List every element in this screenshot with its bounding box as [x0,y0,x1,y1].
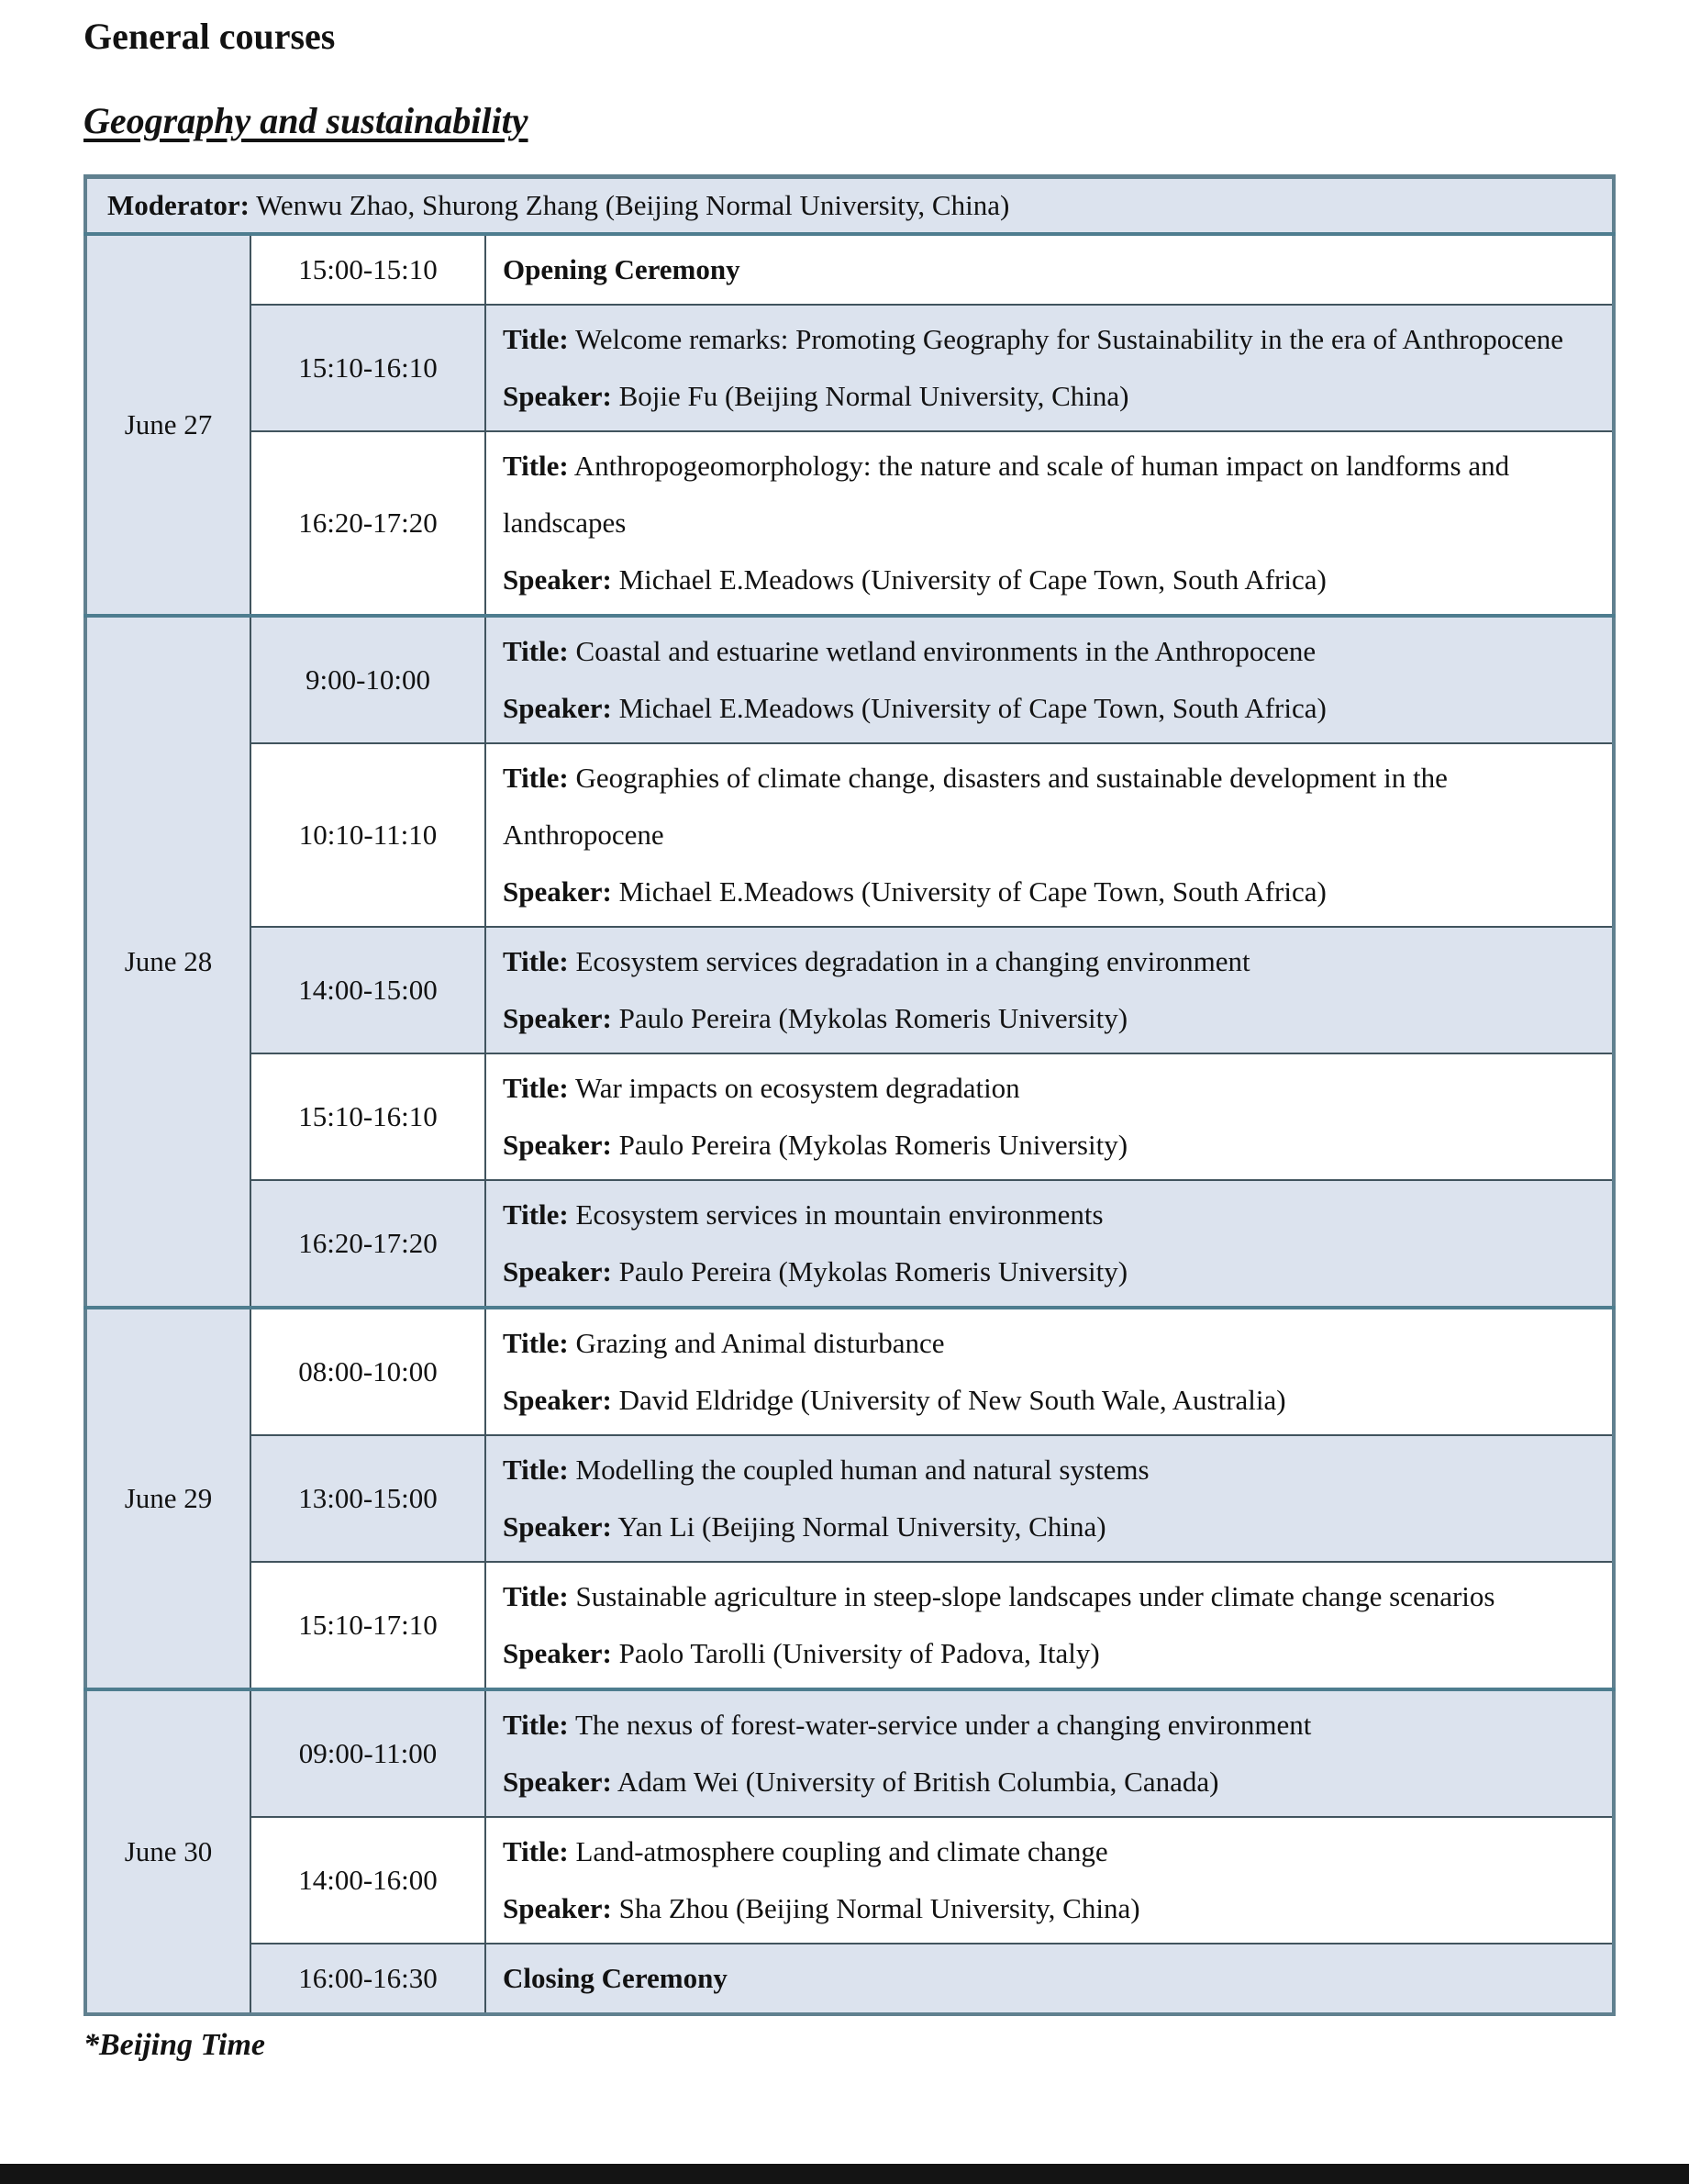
moderator-cell [85,177,1614,235]
speaker-label: Speaker: [503,1002,612,1034]
time-cell [250,1562,485,1689]
session-row [85,1053,1614,1180]
session-cell [485,1944,1614,2014]
bottom-page-edge [0,2164,1689,2184]
time-cell [250,305,485,431]
schedule-table-body [85,177,1614,2015]
session-title-text: War impacts on ecosystem degradation [568,1072,1020,1104]
session-row [85,1562,1614,1689]
session-title-label: Title: [503,1580,569,1612]
session-title-label: Title: [503,762,569,794]
session-time: 14:00-16:00 [298,1864,438,1896]
speaker-label: Speaker: [503,875,612,908]
speaker-label: Speaker: [503,1384,612,1416]
session-title-label: Title: [503,1198,569,1231]
session-title-label: Title: [503,635,569,667]
session-time: 15:10-16:10 [298,351,438,384]
speaker-line [503,1754,1575,1811]
speaker-text: Michael E.Meadows (University of Cape Town, South Africa) [611,692,1327,724]
title-line [503,750,1575,864]
time-cell [250,1308,485,1435]
session-title-text: Welcome remarks: Promoting Geography for Sustainability in the era of Anthropocene [568,323,1563,355]
session-time: 9:00-10:00 [305,663,431,696]
session-row [85,1308,1614,1435]
session-row [85,1689,1614,1817]
moderator-label: Moderator: [107,189,250,221]
speaker-text: Adam Wei (University of British Columbia, Canada) [611,1766,1219,1798]
session-title-text: Ecosystem services in mountain environments [568,1198,1104,1231]
time-cell [250,1180,485,1308]
title-line [503,1442,1575,1499]
event-line [503,241,1575,298]
session-cell [485,743,1614,927]
session-title-text: Land-atmosphere coupling and climate change [568,1835,1108,1867]
session-cell [485,234,1614,305]
session-cell [485,431,1614,616]
speaker-text: Michael E.Meadows (University of Cape Town, South Africa) [611,563,1327,596]
speaker-label: Speaker: [503,692,612,724]
session-row [85,616,1614,743]
session-row [85,743,1614,927]
session-cell [485,305,1614,431]
time-cell [250,1817,485,1944]
session-title-text: Coastal and estuarine wetland environments in the Anthropocene [568,635,1317,667]
title-line [503,1187,1575,1243]
speaker-line [503,680,1575,737]
session-time: 09:00-11:00 [298,1737,438,1769]
time-cell [250,1435,485,1562]
session-cell [485,1308,1614,1435]
title-line [503,623,1575,680]
session-row [85,1944,1614,2014]
session-row [85,1817,1614,1944]
speaker-line [503,1499,1575,1555]
speaker-text: David Eldridge (University of New South Wale, Australia) [611,1384,1286,1416]
speaker-line [503,864,1575,920]
session-title-text: Ecosystem services degradation in a changing environment [568,945,1250,977]
speaker-text: Paulo Pereira (Mykolas Romeris University) [611,1002,1128,1034]
title-line [503,1315,1575,1372]
session-time: 15:10-16:10 [298,1100,438,1132]
time-cell [250,743,485,927]
session-row [85,1435,1614,1562]
session-time: 13:00-15:00 [298,1482,438,1514]
day-cell [85,234,250,616]
session-time: 16:00-16:30 [298,1962,438,1994]
event-title: Opening Ceremony [503,253,740,285]
session-row [85,927,1614,1053]
speaker-label: Speaker: [503,1510,612,1543]
session-title-text: Sustainable agriculture in steep-slope landscapes under climate change scenarios [568,1580,1495,1612]
session-cell [485,927,1614,1053]
session-time: 15:00-15:10 [298,253,438,285]
day-cell [85,616,250,1308]
time-cell [250,1689,485,1817]
session-cell [485,1180,1614,1308]
speaker-line [503,368,1575,425]
timezone-footnote: *Beijing Time [83,2028,266,2062]
title-line [503,1823,1575,1880]
day-label: June 30 [124,1835,213,1867]
session-title-label: Title: [503,1454,569,1486]
section-heading: Geography and sustainability [83,100,528,141]
title-line [503,933,1575,990]
session-cell [485,1435,1614,1562]
speaker-line [503,1880,1575,1937]
speaker-label: Speaker: [503,380,612,412]
moderator-row [85,177,1614,235]
page-title: General courses [83,16,336,57]
session-row [85,305,1614,431]
title-line [503,1060,1575,1117]
session-title-label: Title: [503,450,569,482]
session-title-label: Title: [503,323,569,355]
event-title: Closing Ceremony [503,1962,728,1994]
session-row [85,1180,1614,1308]
time-cell [250,1944,485,2014]
session-cell [485,1817,1614,1944]
speaker-line [503,552,1575,608]
session-cell [485,1689,1614,1817]
speaker-line [503,990,1575,1047]
session-title-text: Geographies of climate change, disasters and sustainable development in the Anthropocene [503,762,1448,851]
session-cell [485,1053,1614,1180]
session-title-text: The nexus of forest-water-service under a changing environment [568,1709,1312,1741]
session-time: 14:00-15:00 [298,974,438,1006]
session-cell [485,616,1614,743]
speaker-text: Yan Li (Beijing Normal University, China) [611,1510,1106,1543]
session-title-label: Title: [503,1709,569,1741]
time-cell [250,431,485,616]
speaker-label: Speaker: [503,1255,612,1287]
session-title-text: Modelling the coupled human and natural systems [568,1454,1150,1486]
speaker-label: Speaker: [503,1129,612,1161]
time-cell [250,616,485,743]
speaker-line [503,1243,1575,1300]
session-time: 08:00-10:00 [298,1355,438,1387]
event-line [503,1950,1575,2007]
session-row [85,234,1614,305]
speaker-text: Sha Zhou (Beijing Normal University, China) [611,1892,1140,1924]
title-line [503,1697,1575,1754]
session-time: 16:20-17:20 [298,1227,438,1259]
session-title-label: Title: [503,945,569,977]
session-cell [485,1562,1614,1689]
session-title-label: Title: [503,1327,569,1359]
speaker-label: Speaker: [503,1637,612,1669]
session-time: 16:20-17:20 [298,507,438,539]
schedule-table [83,174,1616,2016]
time-cell [250,1053,485,1180]
speaker-text: Paulo Pereira (Mykolas Romeris University) [611,1129,1128,1161]
day-label: June 29 [124,1482,213,1514]
day-cell [85,1308,250,1689]
session-title-text: Grazing and Animal disturbance [568,1327,945,1359]
title-line [503,1568,1575,1625]
day-label: June 27 [124,408,213,440]
speaker-line [503,1117,1575,1174]
speaker-text: Michael E.Meadows (University of Cape Town, South Africa) [611,875,1327,908]
speaker-label: Speaker: [503,1766,612,1798]
session-row [85,431,1614,616]
speaker-text: Paolo Tarolli (University of Padova, Italy) [611,1637,1100,1669]
speaker-text: Paulo Pereira (Mykolas Romeris University) [611,1255,1128,1287]
day-label: June 28 [124,945,213,977]
time-cell [250,927,485,1053]
speaker-label: Speaker: [503,563,612,596]
session-title-label: Title: [503,1835,569,1867]
session-time: 10:10-11:10 [298,819,438,851]
title-line [503,438,1575,552]
session-time: 15:10-17:10 [298,1609,438,1641]
session-title-label: Title: [503,1072,569,1104]
speaker-text: Bojie Fu (Beijing Normal University, China) [611,380,1129,412]
speaker-line [503,1372,1575,1429]
session-title-text: Anthropogeomorphology: the nature and scale of human impact on landforms and landscapes [503,450,1510,539]
title-line [503,311,1575,368]
speaker-line [503,1625,1575,1682]
moderator-text: Wenwu Zhao, Shurong Zhang (Beijing Normal University, China) [249,189,1010,221]
day-cell [85,1689,250,2014]
speaker-label: Speaker: [503,1892,612,1924]
time-cell [250,234,485,305]
